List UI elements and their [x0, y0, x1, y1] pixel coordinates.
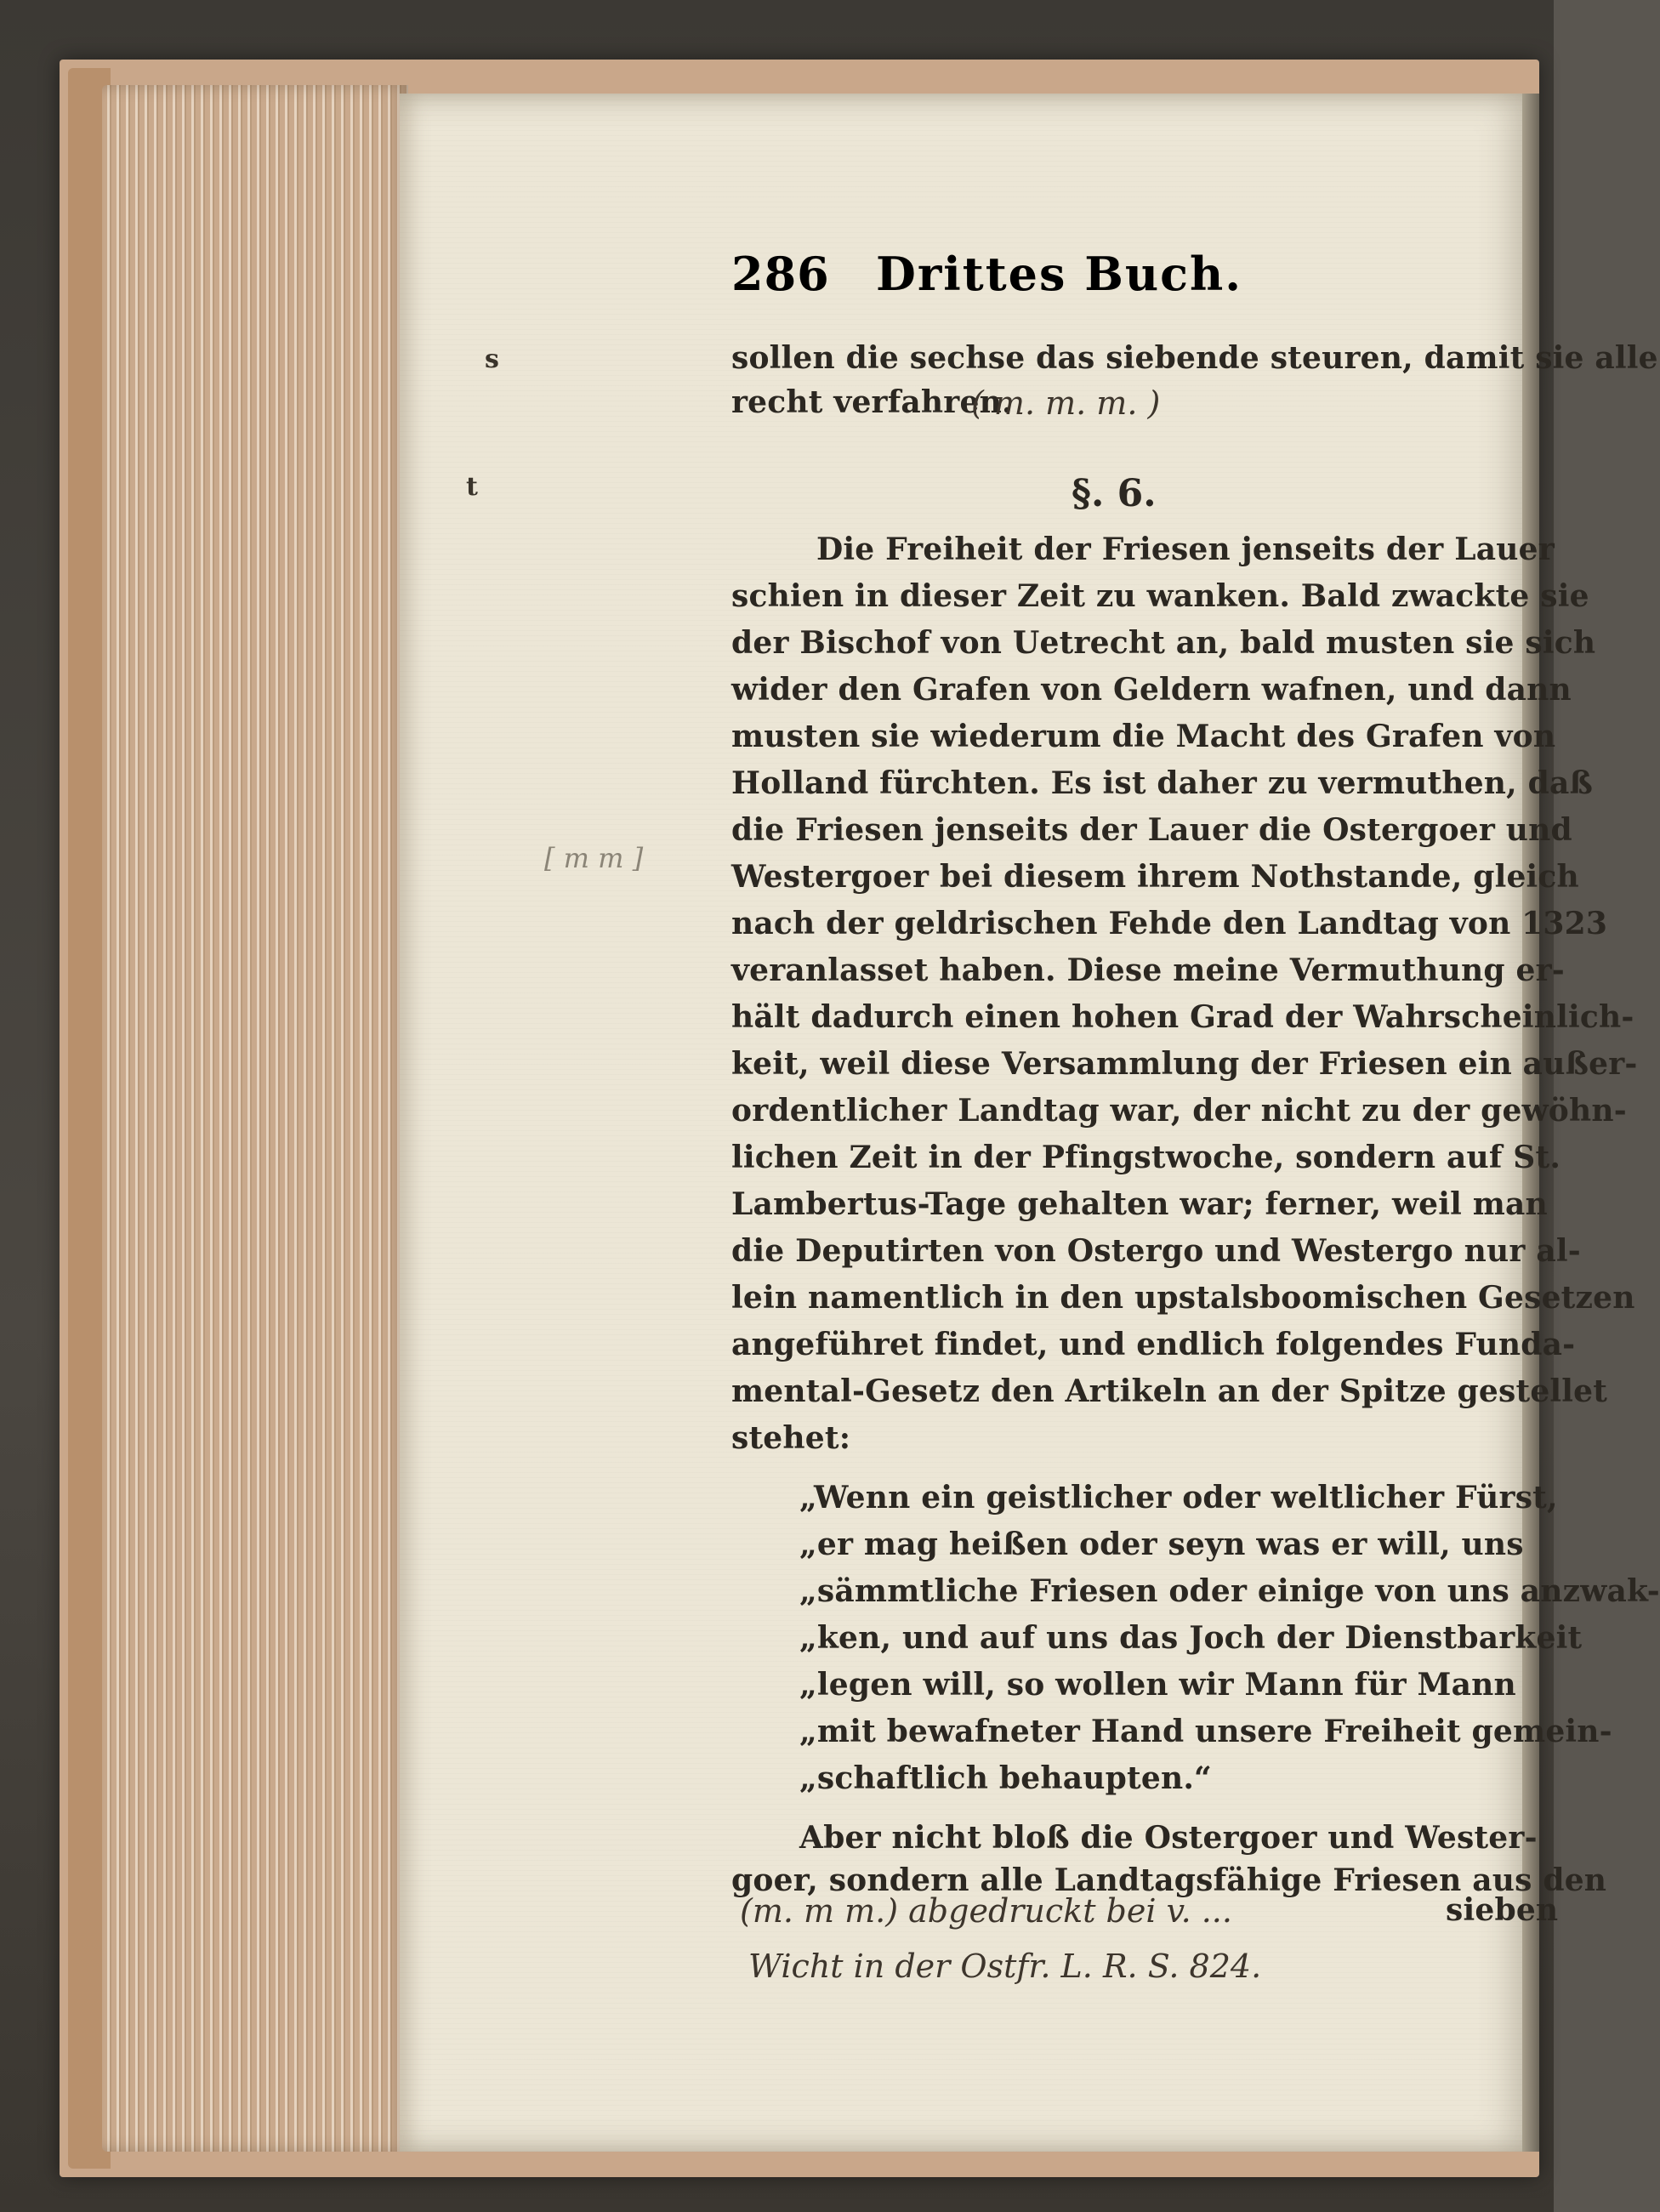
handwritten-annotation: Wicht in der Ostfr. L. R. S. 824.	[748, 1948, 1262, 1985]
text-line: recht verfahren.	[731, 384, 1013, 420]
text-line: Holland fürchten. Es ist daher zu vermuthen, daß	[731, 765, 1594, 801]
text-line: „Wenn ein geistlicher oder weltlicher Fürst,	[799, 1480, 1558, 1515]
handwritten-annotation: (m. m m.) abgedruckt bei v. ...	[740, 1892, 1232, 1930]
text-line: „schaftlich behaupten.“	[799, 1760, 1212, 1796]
text-line: die Friesen jenseits der Lauer die Ostergoer und	[731, 812, 1572, 848]
text-line: keit, weil diese Versammlung der Friesen ein außer-	[731, 1046, 1638, 1082]
text-line: sieben	[1446, 1892, 1559, 1928]
text-line: lein namentlich in den upstalsboomischen Gesetzen	[731, 1280, 1635, 1316]
text-line: Lambertus-Tage gehalten war; ferner, weil man	[731, 1186, 1548, 1222]
text-line: lichen Zeit in der Pfingstwoche, sondern auf St.	[731, 1140, 1561, 1175]
page-header	[731, 247, 1327, 315]
text-line: goer, sondern alle Landtagsfähige Friesen aus den	[731, 1862, 1607, 1898]
text-line: mental-Gesetz den Artikeln an der Spitze gestellet	[731, 1373, 1608, 1409]
section-heading: §. 6.	[1072, 472, 1157, 515]
margin-mark: s	[485, 344, 499, 374]
handwritten-margin-note: [ m m ]	[544, 842, 644, 874]
text-line: hält dadurch einen hohen Grad der Wahrscheinlich-	[731, 999, 1634, 1035]
text-line: „er mag heißen oder seyn was er will, uns	[799, 1527, 1524, 1562]
page-block-edges	[102, 85, 408, 2152]
text-line: schien in dieser Zeit zu wanken. Bald zwackte sie	[731, 578, 1589, 614]
text-line: „sämmtliche Friesen oder einige von uns anzwak-	[799, 1573, 1660, 1609]
text-line: Aber nicht bloß die Ostergoer und Wester-	[799, 1820, 1538, 1856]
text-line: veranlasset haben. Diese meine Vermuthung er-	[731, 952, 1565, 988]
text-line: der Bischof von Uetrecht an, bald musten sie sich	[731, 625, 1596, 661]
text-line: sollen die sechse das siebende steuren, damit sie alle	[731, 340, 1658, 376]
text-line: „ken, und auf uns das Joch der Dienstbarkeit	[799, 1620, 1583, 1656]
text-line: musten sie wiederum die Macht des Grafen von	[731, 719, 1556, 754]
text-line: Die Freiheit der Friesen jenseits der Lauer	[816, 532, 1555, 567]
text-line: die Deputirten von Ostergo und Westergo nur al-	[731, 1233, 1581, 1269]
page-number: 286	[731, 247, 830, 301]
text-line: wider den Grafen von Geldern wafnen, und dann	[731, 672, 1572, 708]
running-head: Drittes Buch.	[876, 247, 1243, 301]
margin-mark: t	[466, 472, 478, 502]
text-line: Westergoer bei diesem ihrem Nothstande, gleich	[731, 859, 1579, 895]
handwritten-annotation: ( m. m. m. )	[971, 384, 1161, 422]
text-line: „legen will, so wollen wir Mann für Mann	[799, 1667, 1516, 1703]
text-line: „mit bewafneter Hand unsere Freiheit gemein-	[799, 1714, 1612, 1749]
text-line: stehet:	[731, 1420, 851, 1456]
text-line: ordentlicher Landtag war, der nicht zu der gewöhn-	[731, 1093, 1627, 1129]
text-line: nach der geldrischen Fehde den Landtag von 1323	[731, 906, 1608, 941]
text-line: angeführet findet, und endlich folgendes Funda-	[731, 1327, 1576, 1362]
